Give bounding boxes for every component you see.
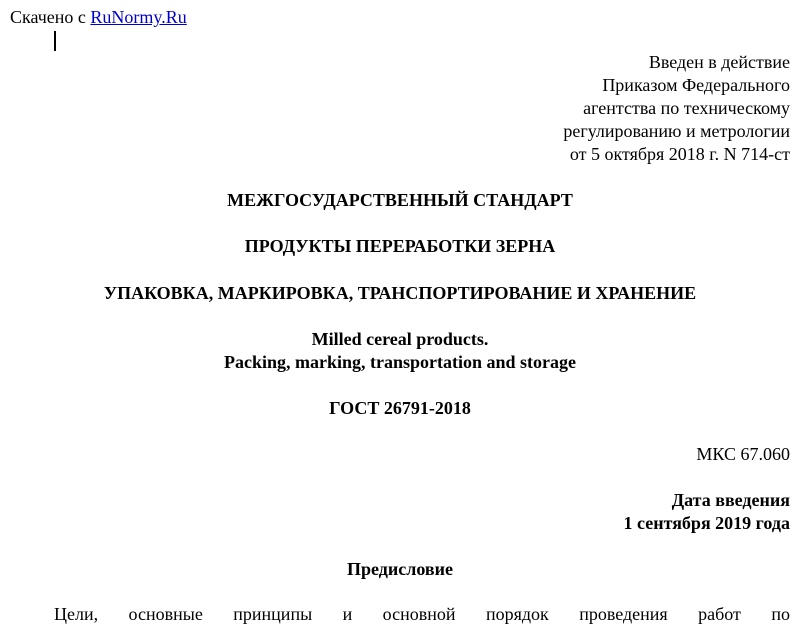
effective-date-label: Дата введения	[671, 490, 790, 510]
source-link[interactable]: RuNormy.Ru	[90, 7, 187, 27]
source-line	[10, 6, 187, 29]
introduction-line: Приказом Федерального	[602, 75, 790, 95]
scope-heading: УПАКОВКА, МАРКИРОВКА, ТРАНСПОРТИРОВАНИЕ И ХРАНЕНИЕ	[103, 283, 697, 303]
introduction-block	[563, 51, 790, 166]
effective-date-value: 1 сентября 2019 года	[623, 513, 790, 533]
source-prefix: Скачено с	[10, 7, 91, 27]
english-title-line-1: Milled cereal products.	[311, 329, 489, 349]
english-title-line-2: Packing, marking, transportation and storage	[223, 352, 576, 372]
foreword-paragraph: Цели, основные принципы и основной порядок проведения работ по	[54, 604, 790, 624]
text-cursor	[54, 31, 56, 51]
mks-code: МКС 67.060	[696, 444, 790, 464]
standard-designation: ГОСТ 26791-2018	[329, 398, 471, 418]
introduction-line: агентства по техническому	[583, 98, 790, 118]
standard-type-heading: МЕЖГОСУДАРСТВЕННЫЙ СТАНДАРТ	[227, 190, 573, 210]
introduction-line: регулированию и метрологии	[563, 121, 790, 141]
foreword-heading: Предисловие	[347, 559, 453, 579]
subject-heading: ПРОДУКТЫ ПЕРЕРАБОТКИ ЗЕРНА	[244, 236, 556, 256]
introduction-line: Введен в действие	[648, 52, 790, 72]
introduction-line: от 5 октября 2018 г. N 714-ст	[569, 144, 790, 164]
